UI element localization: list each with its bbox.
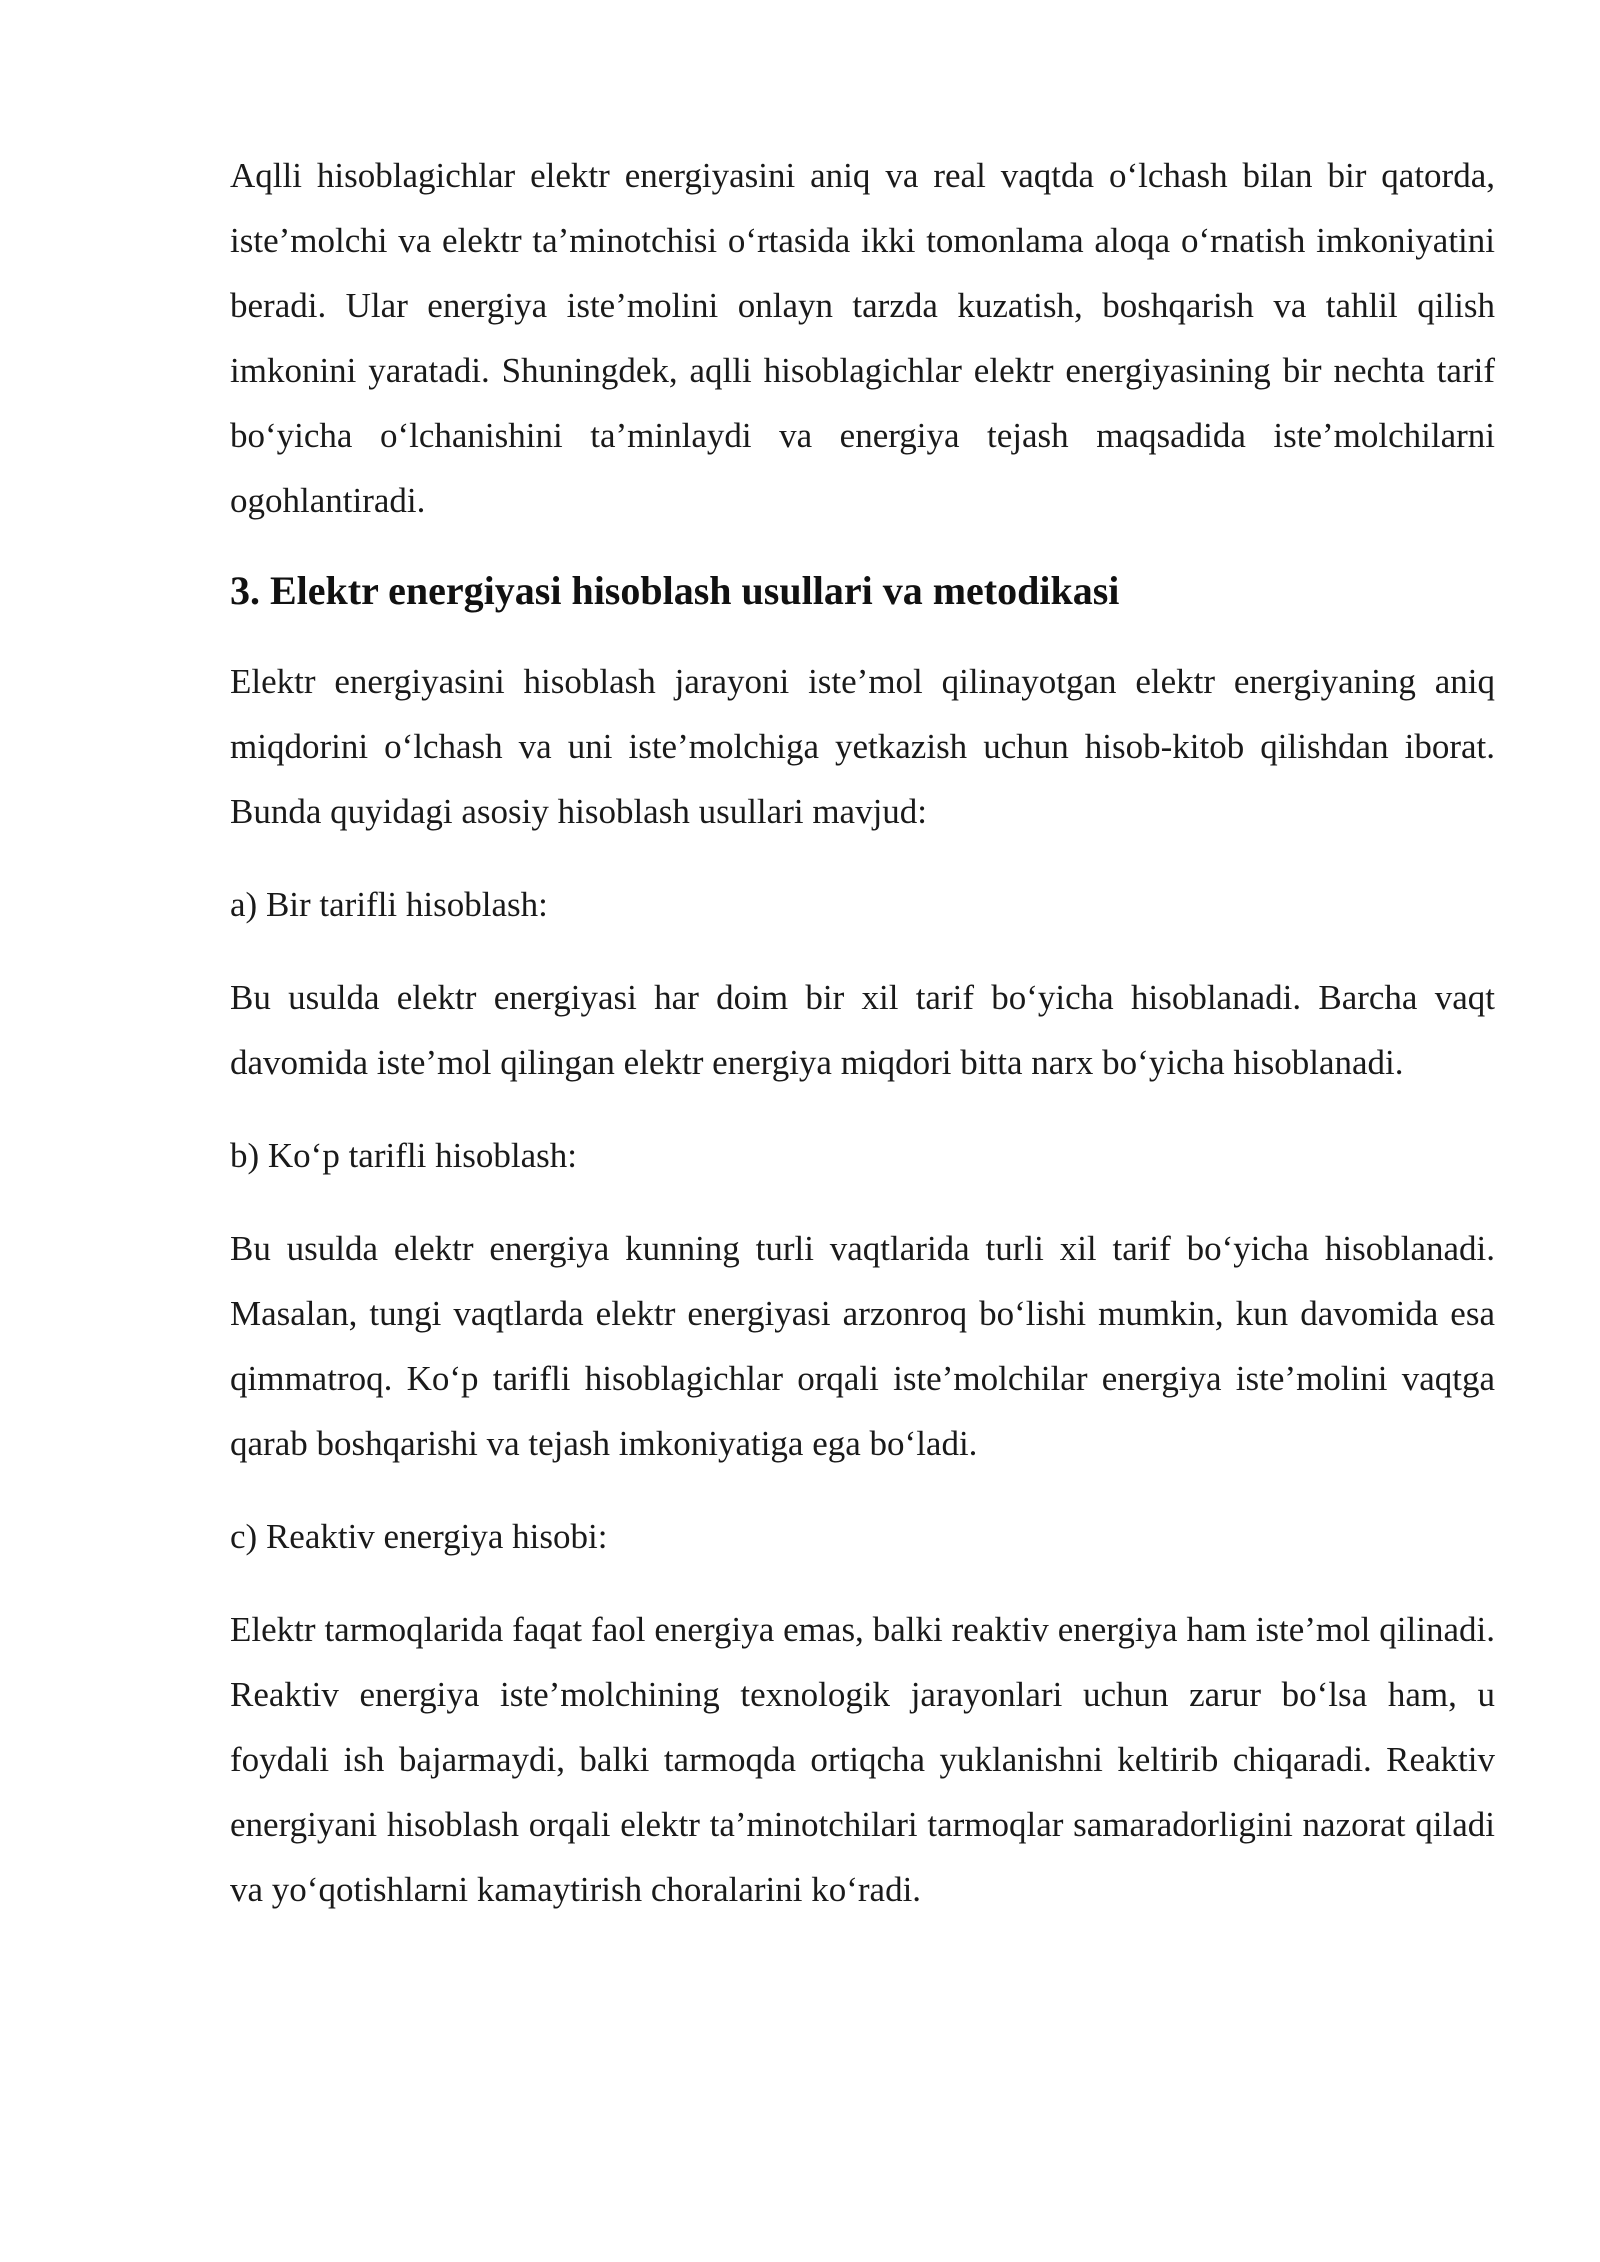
paragraph-smart-meters: Aqlli hisoblagichlar elektr energiyasini aniq va real vaqtda o‘lchash bilan bir qatorda, iste’molchi va elektr ta’minotchisi o‘rtasida ikki tomonlama aloqa o‘rnatish imkoniyatini beradi. Ular energiya iste’molini onlayn tarzda kuzatish, boshqarish va tahlil qilish imkonini yaratadi. Shuningdek, aqlli hisoblagichlar elektr energiyasining bir nechta tarif bo‘yicha o‘lchanishini ta’minlaydi va energiya tejash maqsadida iste’molchilarni ogohlantiradi.	[230, 156, 1495, 520]
subheading-reactive-energy: c) Reaktiv energiya hisobi:	[230, 1517, 608, 1556]
paragraph-section-intro: Elektr energiyasini hisoblash jarayoni iste’mol qilinayotgan elektr energiyaning aniq miqdorini o‘lchash va uni iste’molchiga yetkazish uchun hisob-kitob qilishdan iborat. Bunda quyidagi asosiy hisoblash usullari mavjud:	[230, 662, 1495, 831]
paragraph-reactive-energy: Elektr tarmoqlarida faqat faol energiya emas, balki reaktiv energiya ham iste’mol qilinadi. Reaktiv energiya iste’molchining texnologik jarayonlari uchun zarur bo‘lsa ham, u foydali ish bajarmaydi, balki tarmoqda ortiqcha yuklanishni keltirib chiqaradi. Reaktiv energiyani hisoblash orqali elektr ta’minotchilari tarmoqlar samaradorligini nazorat qiladi va yo‘qotishlarni kamaytirish choralarini ko‘radi.	[230, 1610, 1495, 1909]
document-body	[230, 143, 1495, 1950]
subheading-single-tariff: a) Bir tarifli hisoblash:	[230, 885, 548, 924]
paragraph-single-tariff: Bu usulda elektr energiyasi har doim bir xil tarif bo‘yicha hisoblanadi. Barcha vaqt davomida iste’mol qilingan elektr energiya miqdori bitta narx bo‘yicha hisoblanadi.	[230, 978, 1495, 1082]
section-heading: 3. Elektr energiyasi hisoblash usullari va metodikasi	[230, 568, 1120, 613]
paragraph-multi-tariff: Bu usulda elektr energiya kunning turli vaqtlarida turli xil tarif bo‘yicha hisoblanadi. Masalan, tungi vaqtlarda elektr energiyasi arzonroq bo‘lishi mumkin, kun davomida esa qimmatroq. Ko‘p tarifli hisoblagichlar orqali iste’molchilar energiya iste’molini vaqtga qarab boshqarishi va tejash imkoniyatiga ega bo‘ladi.	[230, 1229, 1495, 1463]
subheading-multi-tariff: b) Ko‘p tarifli hisoblash:	[230, 1136, 578, 1175]
